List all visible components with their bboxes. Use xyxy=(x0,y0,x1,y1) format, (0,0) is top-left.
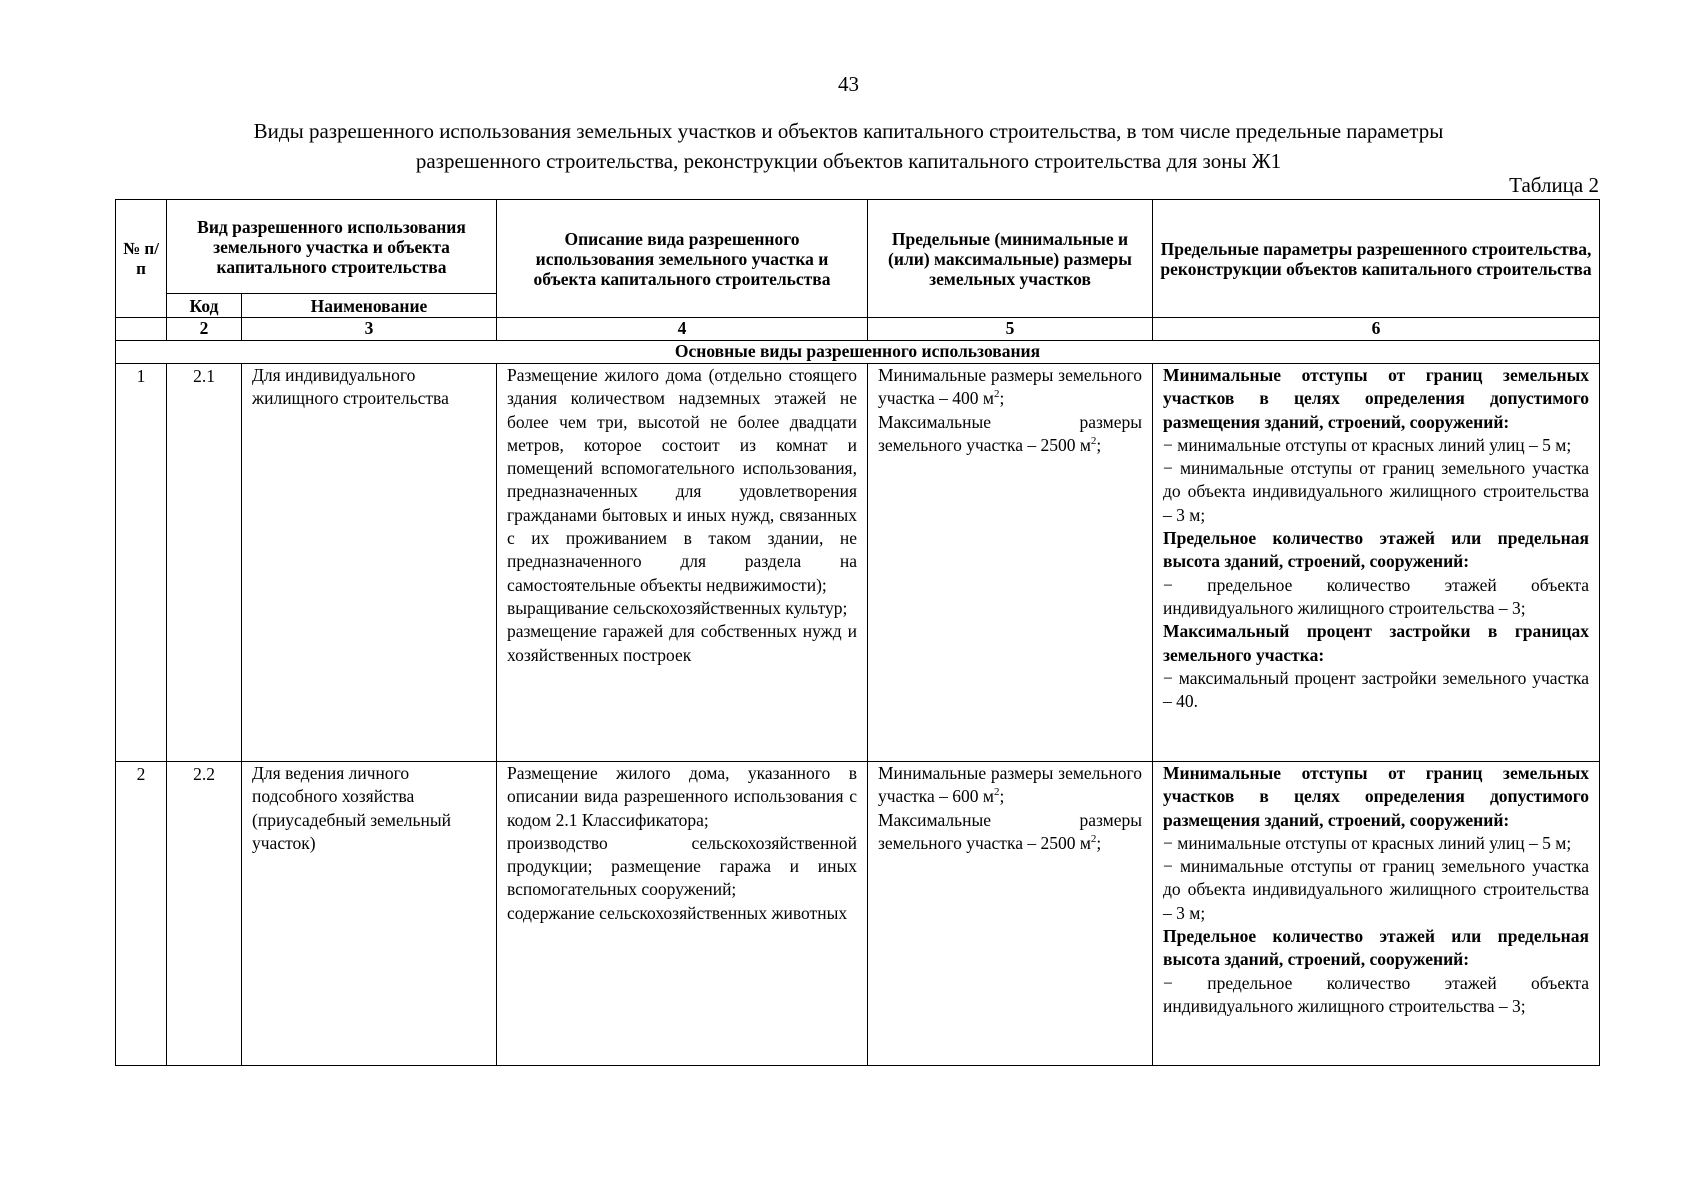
section-row xyxy=(116,341,1600,364)
min-size-text: Минимальные размеры земельного участка – 400 $м^2$; xyxy=(878,365,1142,409)
description-paragraph: Размещение жилого дома (отдельно стоящего здания количеством надземных этажей не более чем три, высотой не более двадцати метров, которое состоит из комнат и помещений вспомогательного использования, предназначенных для удовлетворения гражданами бытовых и иных нужд, связанных с их проживанием в таком здании, не предназначенного для раздела на самостоятельные объекты недвижимости); xyxy=(507,365,857,595)
row-number: 1 xyxy=(116,364,167,762)
row-code: 2.2 xyxy=(167,762,242,1066)
header-name: Наименование xyxy=(242,294,497,318)
params-heading: Предельное количество этажей или предельная высота зданий, строений, сооружений: xyxy=(1163,528,1589,572)
column-number-cell: 6 xyxy=(1153,318,1600,341)
max-size-text: Максимальные размеры земельного участка – 2500 $м^2$; xyxy=(878,411,1142,455)
params-item: − максимальный процент застройки земельного участка – 40. xyxy=(1163,667,1589,712)
header-construction-params: Предельные параметры разрешенного строительства, реконструкции объектов капитального строительства xyxy=(1153,200,1600,318)
document-title-line-1: Виды разрешенного использования земельных участков и объектов капитального строительства, в том числе предельные параметры xyxy=(253,119,1444,143)
row-construction-params xyxy=(1153,762,1600,1066)
section-title: Основные виды разрешенного использования xyxy=(116,341,1600,364)
column-number-cell: 2 xyxy=(167,318,242,341)
column-number-cell: 3 xyxy=(242,318,497,341)
params-item: − минимальные отступы от границ земельного участка до объекта индивидуального жилищного строительства – 3 м; xyxy=(1163,458,1589,525)
params-heading: Предельное количество этажей или предельная высота зданий, строений, сооружений: xyxy=(1163,926,1589,970)
description-paragraph: содержание сельскохозяйственных животных xyxy=(507,902,848,923)
params-heading: Максимальный процент застройки в границах земельного участка: xyxy=(1163,621,1589,665)
row-description xyxy=(497,762,868,1066)
row-name: Для ведения личного подсобного хозяйства (приусадебный земельный участок) xyxy=(242,762,497,1066)
params-item: − минимальные отступы от границ земельного участка до объекта индивидуального жилищного строительства – 3 м; xyxy=(1163,856,1589,923)
row-name: Для индивидуального жилищного строительства xyxy=(242,364,497,762)
params-item: − минимальные отступы от красных линий улиц – 5 м; xyxy=(1163,832,1572,853)
row-plot-sizes xyxy=(868,762,1153,1066)
header-number: № п/п xyxy=(116,200,167,318)
row-description xyxy=(497,364,868,762)
row-number: 2 xyxy=(116,762,167,1066)
description-paragraph: выращивание сельскохозяйственных культур; xyxy=(507,597,848,618)
params-item: − минимальные отступы от красных линий улиц – 5 м; xyxy=(1163,434,1572,455)
params-item: − предельное количество этажей объекта индивидуального жилищного строительства – 3; xyxy=(1163,574,1589,618)
row-plot-sizes xyxy=(868,364,1153,762)
row-construction-params xyxy=(1153,364,1600,762)
table-caption: Таблица 2 xyxy=(1509,173,1599,197)
description-paragraph: Размещение жилого дома, указанного в описании вида разрешенного использования с кодом 2.1 Классификатора; xyxy=(507,763,857,830)
table-row xyxy=(116,364,1600,762)
params-item: − предельное количество этажей объекта индивидуального жилищного строительства – 3; xyxy=(1163,972,1589,1016)
table-row xyxy=(116,762,1600,1066)
column-number-cell xyxy=(116,318,167,341)
column-number-cell: 5 xyxy=(868,318,1153,341)
page-number: 43 xyxy=(838,72,859,96)
header-land-use-type: Вид разрешенного использования земельного участка и объекта капитального строительства xyxy=(167,200,497,294)
description-paragraph: производство сельскохозяйственной продукции; размещение гаража и иных вспомогательных сооружений; xyxy=(507,832,857,900)
params-heading: Минимальные отступы от границ земельных участков в целях определения допустимого размещения зданий, строений, сооружений: xyxy=(1163,763,1589,830)
column-number-row xyxy=(116,318,1600,341)
column-number-cell: 4 xyxy=(497,318,868,341)
header-plot-sizes: Предельные (минимальные и (или) максимальные) размеры земельных участков xyxy=(868,200,1153,318)
row-code: 2.1 xyxy=(167,364,242,762)
header-description: Описание вида разрешенного использования земельного участка и объекта капитального строительства xyxy=(497,200,868,318)
params-heading: Минимальные отступы от границ земельных участков в целях определения допустимого размещения зданий, строений, сооружений: xyxy=(1163,365,1589,432)
land-use-table xyxy=(115,199,1600,1066)
max-size-text: Максимальные размеры земельного участка – 2500 $м^2$; xyxy=(878,809,1142,853)
document-title xyxy=(120,116,1577,176)
document-title-line-2: разрешенного строительства, реконструкции объектов капитального строительства для зоны Ж1 xyxy=(415,149,1282,173)
min-size-text: Минимальные размеры земельного участка – 600 $м^2$; xyxy=(878,763,1142,807)
description-paragraph: размещение гаражей для собственных нужд и хозяйственных построек xyxy=(507,621,857,665)
header-code: Код xyxy=(167,294,242,318)
